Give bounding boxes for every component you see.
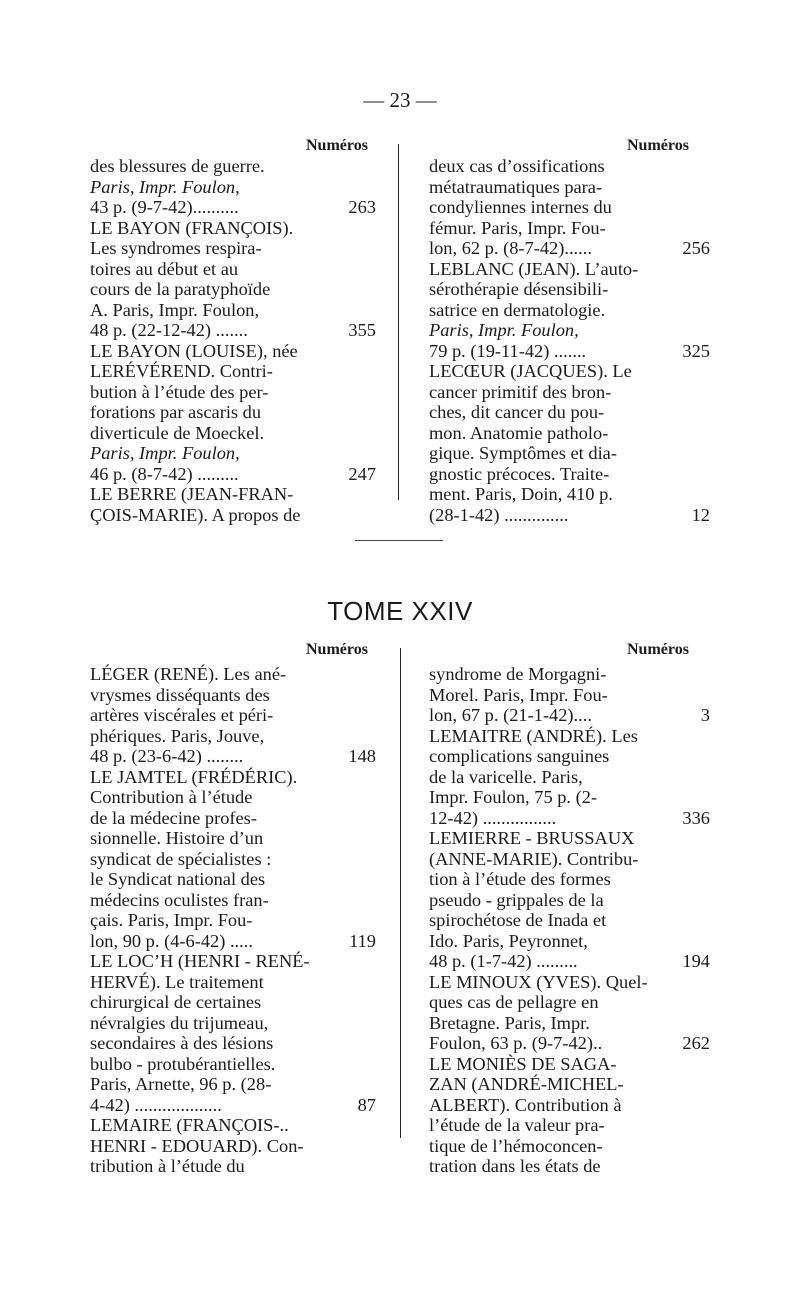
index-line: LE MONIÈS DE SAGA- xyxy=(429,1053,617,1074)
index-line: sérothérapie désensibili- xyxy=(429,279,609,299)
index-line: tribution à l’étude du xyxy=(90,1156,245,1176)
index-line: lon, 90 p. (4-6-42) ..... xyxy=(90,930,253,951)
page-number-ref xyxy=(306,849,376,870)
page-number-ref xyxy=(306,828,376,849)
index-line: gique. Symptômes et dia- xyxy=(429,443,617,463)
numeros-header-left: Numéros xyxy=(306,137,368,154)
page-number-ref xyxy=(640,177,710,198)
index-line: condyliennes internes du xyxy=(429,197,612,217)
page-number-ref xyxy=(640,992,710,1013)
page-number-ref xyxy=(640,664,710,685)
index-line: toires au début et au xyxy=(90,258,239,279)
index-line: Paris, Impr. Foulon, xyxy=(90,176,240,197)
index-line: névralgies du trijumeau, xyxy=(90,1012,269,1033)
index-line: gnostic précoces. Traite- xyxy=(429,463,610,484)
index-line: satrice en dermatologie. xyxy=(429,299,606,320)
page-number-ref xyxy=(640,746,710,767)
index-column-right xyxy=(429,156,659,525)
index-column-right-2 xyxy=(429,664,659,1177)
page-number-ref xyxy=(306,279,376,300)
page-number-ref xyxy=(640,1074,710,1095)
index-line: cancer primitif des bron- xyxy=(429,381,612,402)
page-numbers-right xyxy=(640,156,710,525)
index-line: Bretagne. Paris, Impr. xyxy=(429,1012,590,1033)
page-number-ref: 3 xyxy=(700,705,710,725)
page-number-ref xyxy=(640,197,710,218)
index-line: HERVÉ). Le traitement xyxy=(90,971,264,992)
page-number-ref xyxy=(306,443,376,464)
page-number-ref xyxy=(306,685,376,706)
page-number-ref xyxy=(640,1095,710,1116)
index-line: ZAN (ANDRÉ-MICHEL- xyxy=(429,1074,624,1094)
page-number-ref xyxy=(306,218,376,239)
index-line: pseudo - grippales de la xyxy=(429,889,604,910)
page-number-ref: 87 xyxy=(357,1094,376,1115)
index-line: (ANNE-MARIE). Contribu- xyxy=(429,848,639,869)
index-line: Foulon, 63 p. (9-7-42).. xyxy=(429,1033,603,1053)
page-number-ref xyxy=(640,1136,710,1157)
page-number-ref: 119 xyxy=(349,930,376,951)
page-number-ref xyxy=(640,1115,710,1136)
index-line: secondaires à des lésions xyxy=(90,1033,274,1053)
page-number-ref xyxy=(306,1136,376,1157)
page-number-ref: 194 xyxy=(682,951,710,971)
page-number-ref: 247 xyxy=(348,463,376,484)
index-line: phériques. Paris, Jouve, xyxy=(90,725,265,746)
page-number-ref xyxy=(640,156,710,177)
column-divider-top xyxy=(398,144,399,500)
page-numbers-left xyxy=(306,156,376,525)
index-line: syndrome de Morgagni- xyxy=(429,664,607,684)
index-line: bution à l’étude des per- xyxy=(90,381,269,402)
index-line: ÇOIS-MARIE). A propos de xyxy=(90,504,301,525)
index-line: Contribution à l’étude xyxy=(90,787,253,807)
page-number-ref xyxy=(640,910,710,931)
page-number-ref xyxy=(306,156,376,177)
page-number-ref xyxy=(306,992,376,1013)
index-line: chirurgical de certaines xyxy=(90,992,262,1012)
index-line: 46 p. (8-7-42) ......... xyxy=(90,463,239,484)
index-line: de la médecine profes- xyxy=(90,807,257,828)
index-line: ALBERT). Contribution à xyxy=(429,1094,622,1115)
page-number-ref xyxy=(306,423,376,444)
index-line: lon, 67 p. (21-1-42).... xyxy=(429,705,592,725)
index-line: çais. Paris, Impr. Fou- xyxy=(90,910,253,930)
page-number-ref: 263 xyxy=(348,197,376,217)
page-number-ref xyxy=(306,869,376,890)
page-number-ref xyxy=(640,443,710,464)
page-number-ref: 325 xyxy=(682,340,710,361)
page-number-ref: 256 xyxy=(682,238,710,258)
page-number-ref xyxy=(640,300,710,321)
page-number-ref xyxy=(306,402,376,423)
index-line: mon. Anatomie patholo- xyxy=(429,422,609,443)
page-number-ref xyxy=(306,484,376,505)
index-line: vrysmes disséquants des xyxy=(90,684,270,705)
index-line: sionnelle. Histoire d’un xyxy=(90,828,264,848)
page-number-ref xyxy=(640,382,710,403)
page-number-ref xyxy=(640,972,710,993)
index-line: LEMIERRE - BRUSSAUX xyxy=(429,828,635,848)
index-line: bulbo - protubérantielles. xyxy=(90,1053,276,1074)
index-line: LE BAYON (LOUISE), née xyxy=(90,340,298,361)
index-line: LÉGER (RENÉ). Les ané- xyxy=(90,664,287,684)
page-number-ref xyxy=(640,931,710,952)
index-line: LE BAYON (FRANÇOIS). xyxy=(90,217,294,238)
page-number-ref xyxy=(640,767,710,788)
index-line: 48 p. (22-12-42) ....... xyxy=(90,320,248,340)
index-line: tration dans les états de xyxy=(429,1156,601,1176)
index-line: 79 p. (19-11-42) ....... xyxy=(429,340,587,361)
index-line: Les syndromes respira- xyxy=(90,238,262,258)
page-number-ref xyxy=(640,787,710,808)
index-line: 48 p. (1-7-42) ......... xyxy=(429,951,578,971)
index-line: de la varicelle. Paris, xyxy=(429,766,583,787)
page-number-ref xyxy=(306,382,376,403)
page-number-ref xyxy=(640,484,710,505)
index-line: spirochétose de Inada et xyxy=(429,910,607,930)
index-line: LEBLANC (JEAN). L’auto- xyxy=(429,258,639,279)
page-number-ref xyxy=(306,361,376,382)
page-number-ref xyxy=(306,341,376,362)
page-number-ref: 262 xyxy=(682,1033,710,1053)
page-number-ref: 355 xyxy=(348,320,376,340)
page-number-ref xyxy=(306,1013,376,1034)
index-line: ment. Paris, Doin, 410 p. xyxy=(429,484,613,504)
index-line: tion à l’étude des formes xyxy=(429,869,611,889)
index-line: HENRI - EDOUARD). Con- xyxy=(90,1135,304,1156)
page-number-ref xyxy=(640,726,710,747)
page-number-ref xyxy=(306,1054,376,1075)
page-number-ref xyxy=(640,828,710,849)
page-number-ref xyxy=(640,423,710,444)
page-number-ref xyxy=(306,890,376,911)
page-number-ref xyxy=(640,402,710,423)
index-line: Morel. Paris, Impr. Fou- xyxy=(429,684,608,705)
numeros-header-right: Numéros xyxy=(627,137,689,154)
page-number-ref xyxy=(640,361,710,382)
index-line: Impr. Foulon, 75 p. (2- xyxy=(429,787,598,807)
index-line: diverticule de Moeckel. xyxy=(90,422,265,443)
index-line: LECŒUR (JACQUES). Le xyxy=(429,361,632,381)
index-line: forations par ascaris du xyxy=(90,402,262,422)
page-number-ref xyxy=(306,505,376,526)
page-number-ref xyxy=(640,869,710,890)
index-line: LE JAMTEL (FRÉDÉRIC). xyxy=(90,766,298,787)
page-numbers-right-2 xyxy=(640,664,710,1177)
index-line: 43 p. (9-7-42).......... xyxy=(90,197,239,217)
page-number-ref xyxy=(306,238,376,259)
index-line: LE MINOUX (YVES). Quel- xyxy=(429,971,648,992)
page-number-ref xyxy=(306,910,376,931)
column-divider-bottom xyxy=(400,648,401,1138)
index-line: des blessures de guerre. xyxy=(90,156,265,176)
page-number-ref xyxy=(306,664,376,685)
index-line: l’étude de la valeur pra- xyxy=(429,1115,605,1135)
index-line: A. Paris, Impr. Foulon, xyxy=(90,299,260,320)
page-number-ref xyxy=(640,1156,710,1177)
page-number-ref xyxy=(640,685,710,706)
numeros-header-left-2: Numéros xyxy=(306,641,368,658)
index-line: LE LOC’H (HENRI - RENÉ- xyxy=(90,951,310,971)
page-number-ref xyxy=(640,849,710,870)
page-number-ref xyxy=(306,705,376,726)
page-number-ref: 148 xyxy=(348,746,376,766)
index-line: médecins oculistes fran- xyxy=(90,889,269,910)
page-number-ref xyxy=(306,259,376,280)
page-number-ref xyxy=(306,726,376,747)
page-number-ref xyxy=(640,464,710,485)
page-number: — 23 — xyxy=(363,88,437,112)
index-line: (28-1-42) .............. xyxy=(429,504,569,525)
page-number-ref xyxy=(640,279,710,300)
index-line: Paris, Impr. Foulon, xyxy=(429,320,579,340)
index-line: métatraumatiques para- xyxy=(429,176,603,197)
index-line: tique de l’hémoconcen- xyxy=(429,1135,603,1156)
page-number-ref xyxy=(640,218,710,239)
index-line: LERÉVÉREND. Contri- xyxy=(90,361,273,381)
page-number-ref xyxy=(306,1074,376,1095)
page-number-ref xyxy=(306,1033,376,1054)
index-line: cours de la paratyphoïde xyxy=(90,279,271,299)
index-line: LEMAIRE (FRANÇOIS-.. xyxy=(90,1115,289,1135)
index-line: artères viscérales et péri- xyxy=(90,705,274,725)
page-number-ref: 336 xyxy=(682,807,710,828)
index-line: fémur. Paris, Impr. Fou- xyxy=(429,217,606,238)
index-line: 12-42) ................ xyxy=(429,807,557,828)
page-number-ref xyxy=(306,300,376,321)
index-line: Paris, Arnette, 96 p. (28- xyxy=(90,1074,272,1094)
page-number-ref xyxy=(640,320,710,341)
page-number-ref xyxy=(306,808,376,829)
index-line: complications sanguines xyxy=(429,746,610,766)
index-line: 4-42) ................... xyxy=(90,1094,222,1115)
index-line: ques cas de pellagre en xyxy=(429,992,599,1012)
page-number-ref xyxy=(306,177,376,198)
page-number-ref xyxy=(306,972,376,993)
index-line: 48 p. (23-6-42) ........ xyxy=(90,746,244,766)
index-line: LE BERRE (JEAN-FRAN- xyxy=(90,484,294,504)
index-line: syndicat de spécialistes : xyxy=(90,848,272,869)
page-number-ref xyxy=(640,1013,710,1034)
page-number-ref xyxy=(306,951,376,972)
index-line: le Syndicat national des xyxy=(90,869,266,889)
page-number-ref xyxy=(306,1156,376,1177)
page-number-ref xyxy=(306,787,376,808)
page-numbers-left-2 xyxy=(306,664,376,1177)
index-line: Paris, Impr. Foulon, xyxy=(90,443,240,463)
index-line: ches, dit cancer du pou- xyxy=(429,402,605,422)
numeros-header-right-2: Numéros xyxy=(627,641,689,658)
page-number-ref xyxy=(640,1054,710,1075)
page-number-ref xyxy=(306,767,376,788)
index-line: deux cas d’ossifications xyxy=(429,156,605,176)
index-line: Ido. Paris, Peyronnet, xyxy=(429,930,588,951)
page-number-ref xyxy=(640,259,710,280)
page-number-ref xyxy=(640,890,710,911)
section-divider xyxy=(355,540,443,541)
index-line: LEMAITRE (ANDRÉ). Les xyxy=(429,725,638,746)
index-line: lon, 62 p. (8-7-42)...... xyxy=(429,238,592,258)
page-number-ref: 12 xyxy=(691,504,710,525)
page-number-ref xyxy=(306,1115,376,1136)
tome-title: TOME XXIV xyxy=(327,596,473,626)
